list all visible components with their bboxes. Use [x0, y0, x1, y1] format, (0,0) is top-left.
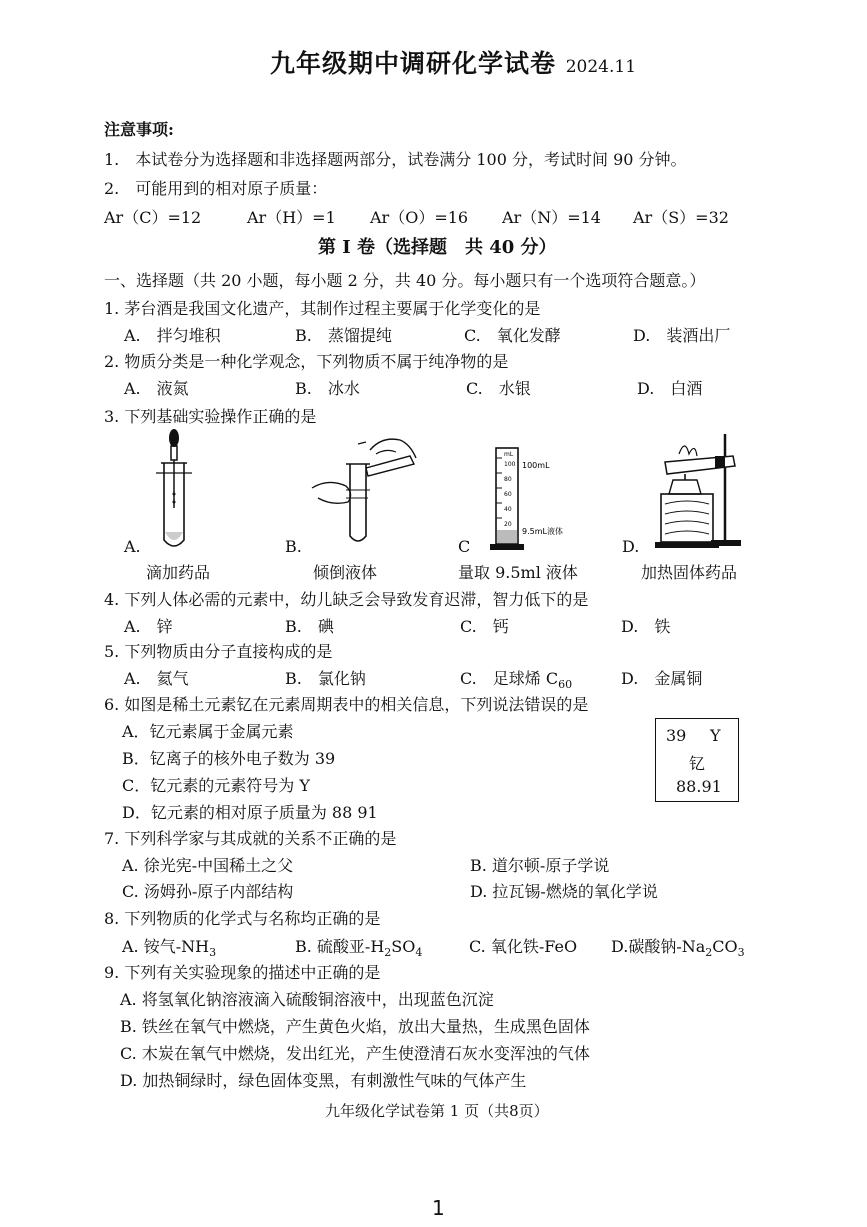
q5-option-a: A. 氦气: [124, 669, 189, 688]
atomic-mass: 88.91: [676, 777, 722, 796]
q4-option-c: C. 钙: [460, 617, 509, 636]
notes-heading: 注意事项:: [104, 120, 174, 139]
question-3-stem: 3. 下列基础实验操作正确的是: [104, 407, 317, 426]
section-instructions: 一、选择题（共 20 小题，每小题 2 分，共 40 分。每小题只有一个选项符合题意。）: [104, 271, 706, 290]
element-name: 钇: [689, 754, 706, 773]
q4-option-b: B. 碘: [285, 617, 334, 636]
q2-option-d: D. 白酒: [637, 379, 703, 398]
q8-option-c: C. 氧化铁-FeO: [469, 937, 578, 956]
cylinder-tick-100: 100: [504, 461, 516, 468]
q3-caption-d: 加热固体药品: [641, 563, 738, 582]
q4-option-d: D. 铁: [621, 617, 671, 636]
q8-option-b-text: B. 硫酸亚-H: [295, 937, 385, 956]
note-item-2: 2. 可能用到的相对原子质量：: [104, 179, 328, 198]
so-text: SO: [391, 937, 416, 956]
exam-title: [270, 44, 636, 80]
q6-option-a: A．钇元素属于金属元素: [122, 722, 294, 741]
question-6-stem: 6. 如图是稀土元素钇在元素周期表中的相关信息，下列说法错误的是: [104, 695, 589, 714]
section-title: 第 I 卷（选择题 共 40 分）: [318, 237, 557, 258]
q6-option-c: C．钇元素的元素符号为 Y: [122, 776, 310, 795]
q8-option-a-text: A. 铵气-NH: [122, 937, 210, 956]
page-footer: 九年级化学试卷第 1 页（共8页）: [325, 1102, 549, 1120]
title-text: 九年级期中调研化学试卷: [270, 49, 557, 78]
q7-option-d: D. 拉瓦锡-燃烧的氧化学说: [470, 882, 658, 901]
q6-option-d: D．钇元素的相对原子质量为 88 91: [122, 803, 378, 822]
q3-option-a: A.: [124, 537, 141, 556]
yttrium-element-card: [655, 718, 739, 802]
atomic-mass-n: Ar（N）=14: [502, 208, 601, 227]
q8-option-a: [122, 934, 216, 959]
c60-subscript: 60: [558, 678, 573, 692]
q5-option-d: D. 金属铜: [621, 669, 703, 688]
cylinder-tick-40: 40: [504, 506, 512, 513]
cylinder-tick-20: 20: [504, 521, 512, 528]
q2-option-c: C. 水银: [466, 379, 531, 398]
cylinder-liquid-label: 9.5mL液体: [522, 527, 563, 536]
question-2-stem: 2. 物质分类是一种化学观念，下列物质不属于纯净物的是: [104, 352, 509, 371]
note-item-1: 1. 本试卷分为选择题和非选择题两部分，试卷满分 100 分，考试时间 90 分钟。: [104, 150, 687, 169]
q3-option-c: C: [458, 537, 471, 556]
q8-option-d-text: D.碳酸钠-Na: [611, 937, 706, 956]
graduated-cylinder-figure: [488, 442, 568, 552]
q1-option-c: C. 氧化发酵: [464, 326, 561, 345]
q1-option-b: B. 蒸馏提纯: [295, 326, 392, 345]
exam-date: 2024.11: [565, 57, 637, 77]
atomic-mass-o: Ar（O）=16: [370, 208, 469, 227]
question-4-stem: 4. 下列人体必需的元素中，幼儿缺乏会导致发育迟滞，智力低下的是: [104, 590, 589, 609]
question-5-stem: 5. 下列物质由分子直接构成的是: [104, 642, 333, 661]
q3-caption-b: 倾倒液体: [313, 563, 378, 582]
h2-subscript: 2: [384, 946, 392, 960]
question-1-stem: 1. 茅台酒是我国文化遗产，其制作过程主要属于化学变化的是: [104, 299, 541, 318]
element-symbol: Y: [710, 726, 721, 745]
atomic-mass-s: Ar（S）=32: [633, 208, 729, 227]
q1-option-d: D. 装酒出厂: [633, 326, 731, 345]
so4-subscript: 4: [415, 946, 423, 960]
co3-subscript: 3: [737, 946, 745, 960]
cylinder-tick-80: 80: [504, 476, 512, 483]
q8-option-d: [611, 934, 745, 959]
q5-option-c-text: C. 足球烯 C: [460, 669, 559, 688]
q4-option-a: A. 锌: [124, 617, 173, 636]
atomic-number: 39: [666, 726, 687, 745]
q3-option-d: D.: [622, 537, 640, 556]
question-9-stem: 9. 下列有关实验现象的描述中正确的是: [104, 963, 381, 982]
atomic-mass-h: Ar（H）=1: [247, 208, 336, 227]
heating-solid-figure: [655, 432, 745, 550]
q5-option-c: [460, 666, 572, 691]
cylinder-unit-label: mL: [504, 451, 514, 458]
q6-option-b: B．钇离子的核外电子数为 39: [122, 749, 336, 768]
q5-option-b: B. 氯化钠: [285, 669, 366, 688]
q8-option-b: [295, 934, 422, 959]
cylinder-capacity-label: 100mL: [522, 461, 550, 470]
question-8-stem: 8. 下列物质的化学式与名称均正确的是: [104, 909, 381, 928]
q9-option-b: B. 铁丝在氧气中燃烧，产生黄色火焰，放出大量热，生成黑色固体: [120, 1017, 590, 1036]
atomic-mass-c: Ar（C）=12: [104, 208, 202, 227]
q3-caption-c: 量取 9.5ml 液体: [458, 563, 578, 582]
q9-option-a: A. 将氢氧化钠溶液滴入硫酸铜溶液中，出现蓝色沉淀: [120, 990, 494, 1009]
q3-option-b: B.: [285, 537, 302, 556]
q3-caption-a: 滴加药品: [146, 563, 211, 582]
question-7-stem: 7. 下列科学家与其成就的关系不正确的是: [104, 829, 397, 848]
q2-option-b: B. 冰水: [295, 379, 360, 398]
q7-option-c: C. 汤姆孙-原子内部结构: [122, 882, 294, 901]
cylinder-tick-60: 60: [504, 491, 512, 498]
co-text: CO: [712, 937, 738, 956]
q7-option-a: A. 徐光宪-中国稀土之父: [122, 856, 294, 875]
q9-option-d: D. 加热铜绿时，绿色固体变黑，有刺激性气味的气体产生: [120, 1071, 527, 1090]
pouring-liquid-figure: [310, 428, 422, 548]
q9-option-c: C. 木炭在氧气中燃烧，发出红光，产生使澄清石灰水变浑浊的气体: [120, 1044, 590, 1063]
dropper-into-test-tube-figure: [150, 428, 200, 553]
q1-option-a: A. 拌匀堆积: [124, 326, 221, 345]
nh3-subscript: 3: [209, 946, 217, 960]
q2-option-a: A. 液氮: [124, 379, 189, 398]
q7-option-b: B. 道尔顿-原子学说: [470, 856, 610, 875]
page-number: 1: [432, 1196, 445, 1220]
na2-subscript: 2: [705, 946, 713, 960]
